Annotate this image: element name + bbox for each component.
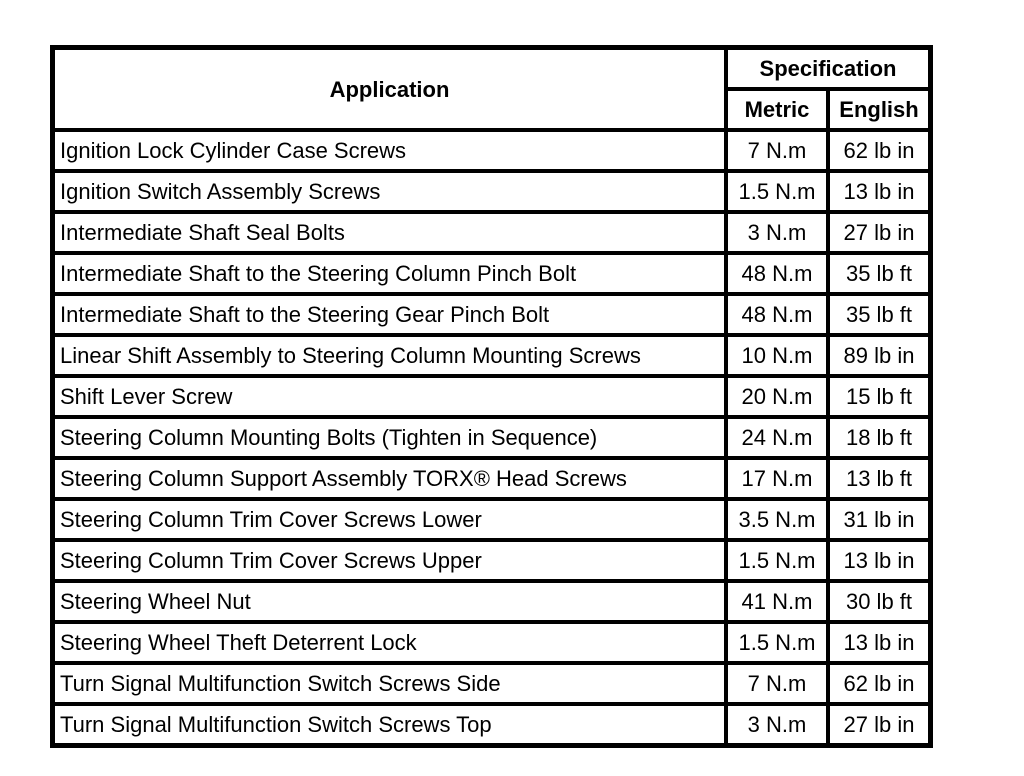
- metric-cell: 3.5 N.m: [726, 499, 828, 540]
- application-cell: Turn Signal Multifunction Switch Screws Side: [53, 663, 726, 704]
- english-cell: 31 lb in: [828, 499, 930, 540]
- table-row: [53, 499, 930, 540]
- table-row: [53, 663, 930, 704]
- english-cell: 15 lb ft: [828, 376, 930, 417]
- metric-cell: 41 N.m: [726, 581, 828, 622]
- metric-cell: 20 N.m: [726, 376, 828, 417]
- table-row: [53, 581, 930, 622]
- metric-cell: 1.5 N.m: [726, 622, 828, 663]
- metric-cell: 10 N.m: [726, 335, 828, 376]
- metric-cell: 7 N.m: [726, 663, 828, 704]
- application-cell: Steering Column Support Assembly TORX® Head Screws: [53, 458, 726, 499]
- english-cell: 18 lb ft: [828, 417, 930, 458]
- application-header: Application: [53, 48, 726, 130]
- application-cell: Intermediate Shaft Seal Bolts: [53, 212, 726, 253]
- english-cell: 13 lb in: [828, 171, 930, 212]
- metric-cell: 1.5 N.m: [726, 540, 828, 581]
- table-row: [53, 540, 930, 581]
- metric-cell: 3 N.m: [726, 704, 828, 745]
- table-row: [53, 253, 930, 294]
- metric-header: Metric: [726, 89, 828, 130]
- application-cell: Steering Column Trim Cover Screws Lower: [53, 499, 726, 540]
- english-cell: 35 lb ft: [828, 294, 930, 335]
- table-row: [53, 622, 930, 663]
- table-row: [53, 171, 930, 212]
- spec-table-body: [53, 130, 930, 745]
- english-cell: 13 lb in: [828, 622, 930, 663]
- application-cell: Turn Signal Multifunction Switch Screws Top: [53, 704, 726, 745]
- table-row: [53, 335, 930, 376]
- application-cell: Intermediate Shaft to the Steering Gear Pinch Bolt: [53, 294, 726, 335]
- metric-cell: 48 N.m: [726, 294, 828, 335]
- metric-cell: 24 N.m: [726, 417, 828, 458]
- table-row: [53, 704, 930, 745]
- table-row: [53, 130, 930, 171]
- metric-cell: 48 N.m: [726, 253, 828, 294]
- english-cell: 30 lb ft: [828, 581, 930, 622]
- application-cell: Ignition Lock Cylinder Case Screws: [53, 130, 726, 171]
- specification-header: Specification: [726, 48, 930, 89]
- application-cell: Steering Column Mounting Bolts (Tighten in Sequence): [53, 417, 726, 458]
- english-cell: 13 lb in: [828, 540, 930, 581]
- application-cell: Ignition Switch Assembly Screws: [53, 171, 726, 212]
- header-row-top: [53, 48, 930, 89]
- metric-cell: 17 N.m: [726, 458, 828, 499]
- english-cell: 62 lb in: [828, 663, 930, 704]
- application-cell: Shift Lever Screw: [53, 376, 726, 417]
- table-row: [53, 417, 930, 458]
- metric-cell: 1.5 N.m: [726, 171, 828, 212]
- table-row: [53, 294, 930, 335]
- english-cell: 27 lb in: [828, 212, 930, 253]
- application-cell: Linear Shift Assembly to Steering Column Mounting Screws: [53, 335, 726, 376]
- application-cell: Steering Wheel Nut: [53, 581, 726, 622]
- metric-cell: 3 N.m: [726, 212, 828, 253]
- table-row: [53, 458, 930, 499]
- english-cell: 27 lb in: [828, 704, 930, 745]
- application-cell: Steering Column Trim Cover Screws Upper: [53, 540, 726, 581]
- application-cell: Steering Wheel Theft Deterrent Lock: [53, 622, 726, 663]
- table-row: [53, 376, 930, 417]
- english-header: English: [828, 89, 930, 130]
- english-cell: 35 lb ft: [828, 253, 930, 294]
- english-cell: 62 lb in: [828, 130, 930, 171]
- application-cell: Intermediate Shaft to the Steering Column Pinch Bolt: [53, 253, 726, 294]
- table-row: [53, 212, 930, 253]
- fastener-spec-table: [50, 45, 933, 748]
- metric-cell: 7 N.m: [726, 130, 828, 171]
- english-cell: 13 lb ft: [828, 458, 930, 499]
- english-cell: 89 lb in: [828, 335, 930, 376]
